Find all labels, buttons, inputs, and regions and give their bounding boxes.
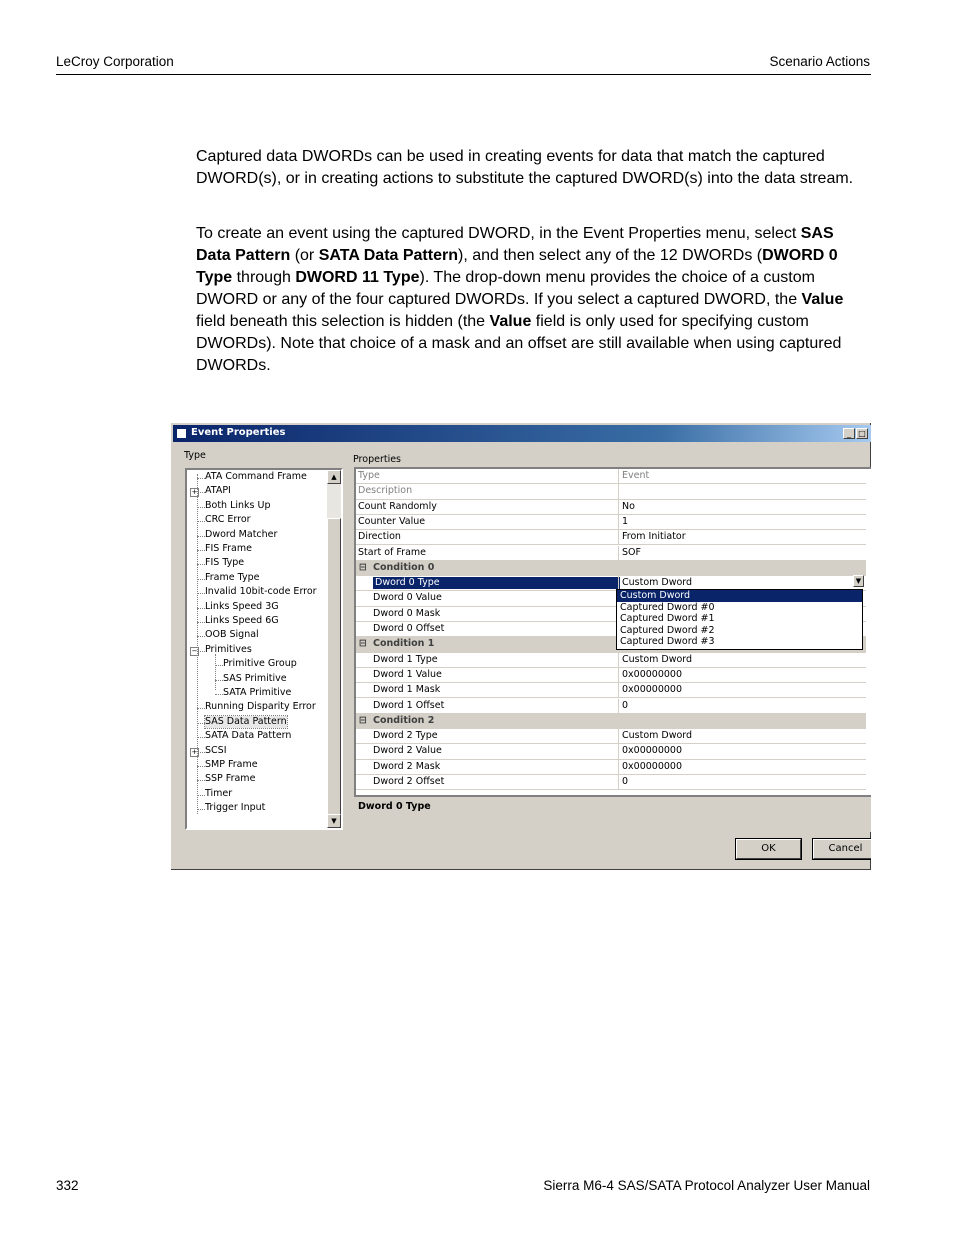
grid-row[interactable]	[356, 530, 866, 545]
header-rule	[56, 74, 871, 75]
dropdown-option[interactable]: Captured Dword #2	[620, 624, 715, 636]
tree-item[interactable]: SMP Frame	[205, 759, 258, 770]
grid-row[interactable]	[356, 469, 866, 484]
grid-row[interactable]	[356, 699, 866, 714]
property-name: Description	[358, 485, 413, 497]
column-divider	[618, 668, 619, 682]
property-name: Dword 2 Mask	[373, 760, 441, 772]
expand-icon[interactable]: +	[191, 488, 198, 497]
tree-item[interactable]: Dword Matcher	[205, 528, 278, 540]
tree-connector	[197, 780, 205, 781]
collapse-icon[interactable]: ⊟	[359, 561, 367, 573]
column-divider	[618, 744, 619, 758]
grid-row[interactable]	[356, 744, 866, 759]
dialog-titlebar	[173, 425, 871, 442]
paragraph-2: To create an event using the captured DWORD, in the Event Properties menu, select SAS Data Pattern (or SATA Data Pattern), and then select any of the 12 DWORDs (DWORD 0 Type through DWORD 11 Type). The drop-down menu provides the choice of a custom DWORD or any of the four captured DWORDs. If you select a captured DWORD, the Value field beneath this selection is hidden (the Value field is only used for specifying custom DWORDs). Note that choice of a mask and an offset are still available when using captured DWORDs.	[196, 225, 844, 374]
collapse-icon[interactable]: ⊟	[359, 638, 367, 650]
tree-item[interactable]: ATAPI	[205, 485, 231, 497]
property-name: Dword 0 Value	[373, 592, 442, 604]
dropdown-option[interactable]: Captured Dword #3	[620, 636, 715, 648]
property-name: Start of Frame	[358, 546, 427, 558]
tree-connector	[197, 521, 205, 522]
property-value[interactable]: Custom Dword	[622, 730, 693, 742]
tree-item[interactable]: OOB Signal	[205, 629, 259, 641]
property-value[interactable]: Custom Dword	[622, 577, 693, 589]
page-number: 332	[56, 1178, 79, 1193]
column-divider	[618, 546, 619, 560]
type-label: Type	[184, 450, 206, 461]
grid-row[interactable]	[356, 546, 866, 561]
tree-connector	[215, 665, 223, 666]
property-value[interactable]: Event	[622, 470, 650, 481]
tree-item[interactable]: Links Speed 3G	[205, 600, 279, 612]
dropdown-arrow-icon[interactable]: ▼	[853, 575, 864, 587]
tree-scrollbar[interactable]	[327, 470, 341, 828]
property-name: Type	[358, 470, 380, 481]
grid-row[interactable]	[356, 515, 866, 530]
tree-item[interactable]: SATA Data Pattern	[205, 730, 292, 742]
property-name: Dword 2 Offset	[373, 776, 445, 787]
event-properties-dialog	[170, 422, 871, 870]
property-name: Dword 1 Value	[373, 668, 442, 680]
tree-connector	[197, 766, 205, 767]
dropdown-option[interactable]: Captured Dword #1	[620, 613, 715, 625]
property-name: Dword 2 Value	[373, 745, 442, 757]
grid-row[interactable]	[356, 683, 866, 698]
property-name: Dword 1 Type	[373, 653, 438, 665]
property-name: Direction	[358, 531, 401, 543]
tree-connector	[197, 536, 205, 537]
description-pane	[354, 795, 871, 832]
property-value[interactable]: No	[622, 500, 635, 512]
tree-connector	[197, 809, 205, 810]
collapse-icon[interactable]: −	[191, 646, 198, 655]
ok-button[interactable]: OK	[736, 839, 801, 859]
tree-item[interactable]: SAS Primitive	[223, 672, 287, 684]
tree-item[interactable]: Primitive Group	[223, 658, 297, 670]
expand-icon[interactable]: +	[191, 747, 198, 756]
running-header-right: Scenario Actions	[769, 54, 870, 69]
tree-connector	[197, 564, 205, 565]
property-name: Dword 0 Type	[373, 577, 620, 589]
tree-connector	[197, 608, 205, 609]
tree-connector	[197, 550, 205, 551]
tree-connector	[215, 680, 223, 681]
tree-connector	[197, 708, 205, 709]
scroll-thumb[interactable]	[327, 518, 341, 818]
paragraph-1: Captured data DWORDs can be used in creating events for data that match the captured DWORD(s), or in creating actions to substitute the captured DWORD(s) into the data stream.	[196, 148, 854, 187]
property-value[interactable]: 0x00000000	[622, 760, 683, 772]
tree-item[interactable]: SSP Frame	[205, 773, 256, 785]
tree-connector	[197, 636, 205, 637]
property-name: Dword 2 Type	[373, 730, 438, 742]
grid-row[interactable]	[356, 760, 866, 775]
tree-item[interactable]: Running Disparity Error	[205, 701, 316, 713]
tree-item[interactable]: Both Links Up	[205, 499, 271, 511]
cancel-button[interactable]: Cancel	[813, 839, 871, 859]
column-divider	[618, 775, 619, 789]
grid-row[interactable]	[356, 484, 866, 499]
property-name: Condition 2	[373, 714, 435, 726]
tree-connector	[197, 723, 205, 724]
column-divider	[618, 469, 619, 483]
property-name: Count Randomly	[358, 500, 437, 512]
property-value[interactable]: 0	[622, 699, 629, 711]
grid-category-row[interactable]	[356, 561, 866, 576]
tree-item[interactable]: Invalid 10bit-code Error	[205, 586, 317, 598]
property-value[interactable]: From Initiator	[622, 531, 686, 543]
tree-connector	[215, 694, 223, 695]
column-divider	[618, 484, 619, 498]
tree-item[interactable]: CRC Error	[205, 514, 251, 526]
description-title: Dword 0 Type	[358, 801, 431, 812]
dropdown-option[interactable]: Custom Dword	[617, 590, 862, 602]
column-divider	[618, 760, 619, 774]
grid-row[interactable]	[356, 653, 866, 668]
property-value[interactable]: 0	[622, 776, 629, 787]
column-divider	[618, 530, 619, 544]
tree-item[interactable]: Links Speed 6G	[205, 615, 279, 626]
property-value[interactable]: SOF	[622, 546, 641, 558]
properties-label: Properties	[353, 454, 402, 465]
property-name: Dword 1 Offset	[373, 699, 445, 711]
grid-row[interactable]	[356, 500, 866, 515]
property-value[interactable]: 0x00000000	[622, 684, 683, 696]
scroll-down-icon[interactable]: ▼	[327, 814, 341, 828]
tree-connector	[197, 795, 205, 796]
tree-item[interactable]: SATA Primitive	[223, 687, 292, 698]
column-divider	[618, 653, 619, 667]
tree-item[interactable]: Timer	[205, 787, 233, 799]
tree-connector	[197, 478, 205, 479]
dialog-title: Event Properties	[191, 427, 286, 438]
tree-item[interactable]: Frame Type	[205, 571, 260, 583]
grid-category-row[interactable]	[356, 714, 866, 729]
minimize-icon[interactable]: _	[843, 428, 855, 439]
property-name: Dword 0 Offset	[373, 623, 445, 634]
column-divider	[618, 729, 619, 743]
tree-connector	[197, 622, 205, 623]
column-divider	[618, 683, 619, 697]
tree-connector	[197, 737, 205, 738]
collapse-icon[interactable]: ⊟	[359, 714, 367, 726]
dropdown-option[interactable]: Captured Dword #0	[620, 601, 715, 613]
tree-item[interactable]: SAS Data Pattern	[205, 715, 287, 727]
tree-connector	[197, 579, 205, 580]
column-divider	[618, 500, 619, 514]
app-icon	[176, 428, 187, 439]
running-header-left: LeCroy Corporation	[56, 54, 174, 69]
column-divider	[618, 515, 619, 529]
property-value[interactable]: 0x00000000	[622, 745, 683, 757]
tree-item[interactable]: FIS Type	[205, 557, 245, 569]
tree-item[interactable]: Primitives	[205, 643, 252, 655]
scroll-up-icon[interactable]: ▲	[327, 470, 341, 484]
footer-title: Sierra M6-4 SAS/SATA Protocol Analyzer User Manual	[543, 1178, 870, 1193]
property-name: Condition 1	[373, 638, 435, 650]
type-tree[interactable]	[185, 468, 343, 830]
tree-item[interactable]: Trigger Input	[205, 802, 266, 814]
tree-branch	[215, 654, 216, 690]
property-value[interactable]: 0x00000000	[622, 668, 683, 680]
property-value[interactable]: 1	[622, 515, 629, 527]
property-name: Counter Value	[358, 515, 426, 527]
tree-item[interactable]: ATA Command Frame	[205, 471, 307, 482]
property-name: Dword 1 Mask	[373, 684, 441, 696]
maximize-icon[interactable]: □	[856, 428, 868, 439]
tree-trunk	[197, 474, 198, 814]
tree-item[interactable]: SCSI	[205, 744, 227, 756]
property-value[interactable]: Custom Dword	[622, 653, 693, 665]
grid-row[interactable]	[356, 775, 866, 790]
property-name: Condition 0	[373, 561, 435, 573]
column-divider	[618, 699, 619, 713]
tree-connector	[197, 507, 205, 508]
grid-row[interactable]	[356, 668, 866, 683]
tree-connector	[197, 593, 205, 594]
property-name: Dword 0 Mask	[373, 607, 441, 619]
dword-type-dropdown-list[interactable]	[616, 589, 863, 650]
tree-item[interactable]: FIS Frame	[205, 543, 252, 554]
grid-row[interactable]	[356, 729, 866, 744]
